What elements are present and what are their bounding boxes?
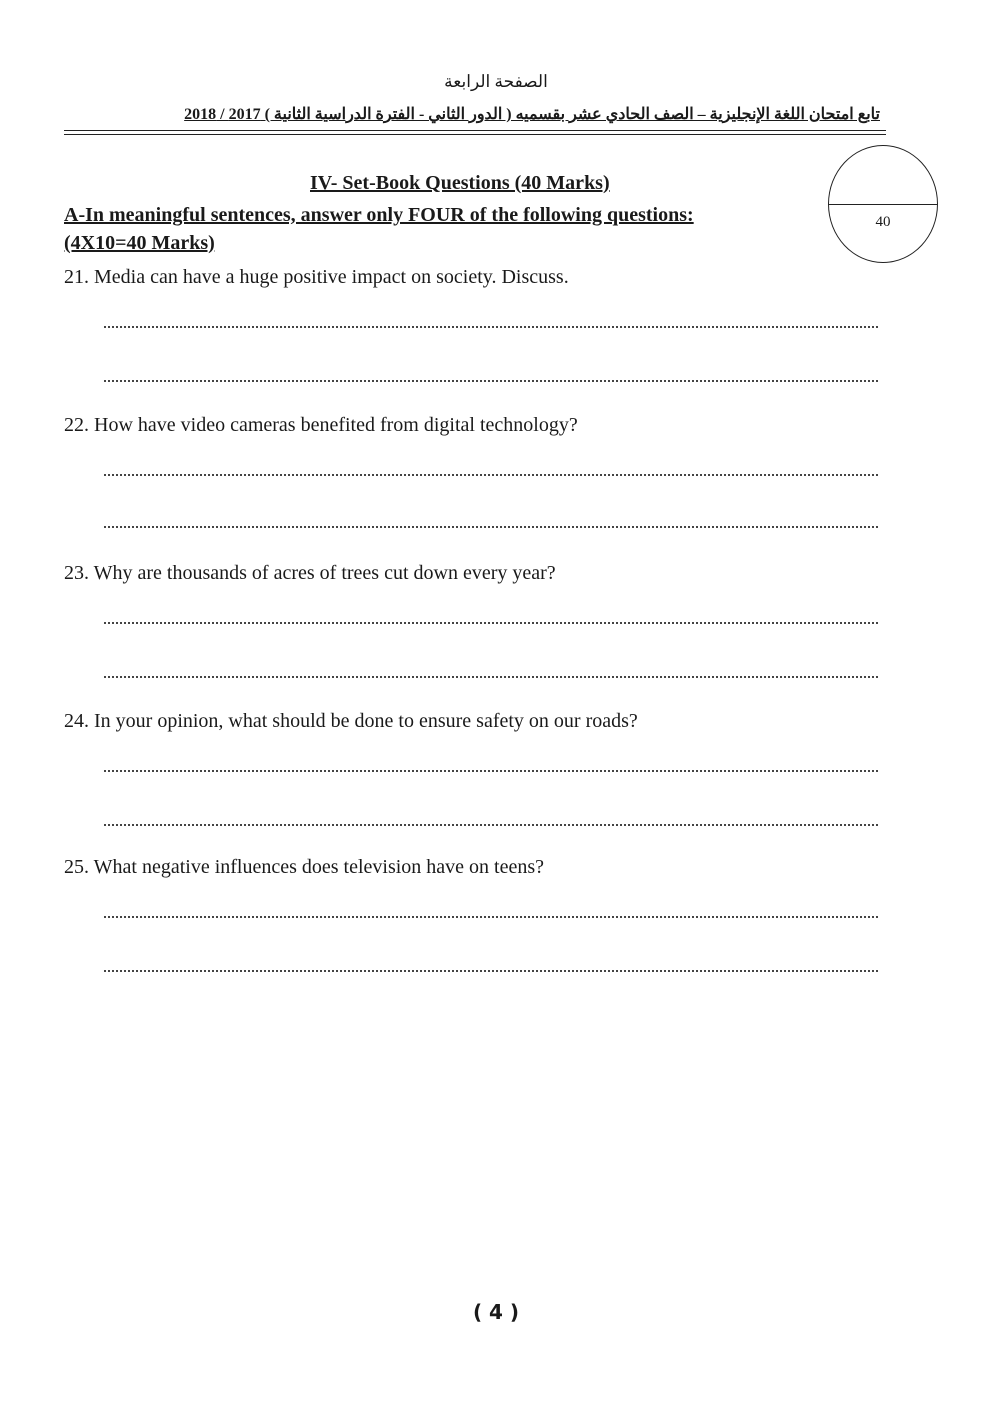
- answer-line-22b[interactable]: [104, 526, 878, 528]
- answer-line-23b[interactable]: [104, 676, 878, 678]
- header-rule-top: [64, 130, 886, 131]
- answer-line-25a[interactable]: [104, 916, 878, 918]
- instruction-line-2: (4X10=40 Marks): [64, 232, 215, 254]
- answer-line-24a[interactable]: [104, 770, 878, 772]
- answer-line-21a[interactable]: [104, 326, 878, 328]
- question-22: 22. How have video cameras benefited from digital technology?: [64, 414, 578, 436]
- page-number: ( 4 ): [472, 1300, 520, 1324]
- answer-line-24b[interactable]: [104, 824, 878, 826]
- instruction-line-1: A-In meaningful sentences, answer only FOUR of the following questions:: [64, 204, 694, 226]
- answer-line-25b[interactable]: [104, 970, 878, 972]
- score-circle: [828, 145, 938, 263]
- answer-line-22a[interactable]: [104, 474, 878, 476]
- score-max: 40: [875, 214, 891, 230]
- exam-header: تابع امتحان اللغة الإنجليزية – الصف الحادي عشر بقسميه ( الدور الثاني - الفترة الدراسية الثانية ) 2017 / 2018: [184, 106, 880, 123]
- score-divider: [829, 204, 937, 205]
- question-24: 24. In your opinion, what should be done to ensure safety on our roads?: [64, 710, 638, 732]
- answer-line-21b[interactable]: [104, 380, 878, 382]
- question-25: 25. What negative influences does television have on teens?: [64, 856, 545, 878]
- question-21: 21. Media can have a huge positive impact on society. Discuss.: [64, 266, 569, 288]
- header-rule-bottom: [64, 134, 886, 135]
- page-label: الصفحة الرابعة: [444, 72, 548, 91]
- section-title: IV- Set-Book Questions (40 Marks): [310, 172, 610, 194]
- question-23: 23. Why are thousands of acres of trees cut down every year?: [64, 562, 556, 584]
- answer-line-23a[interactable]: [104, 622, 878, 624]
